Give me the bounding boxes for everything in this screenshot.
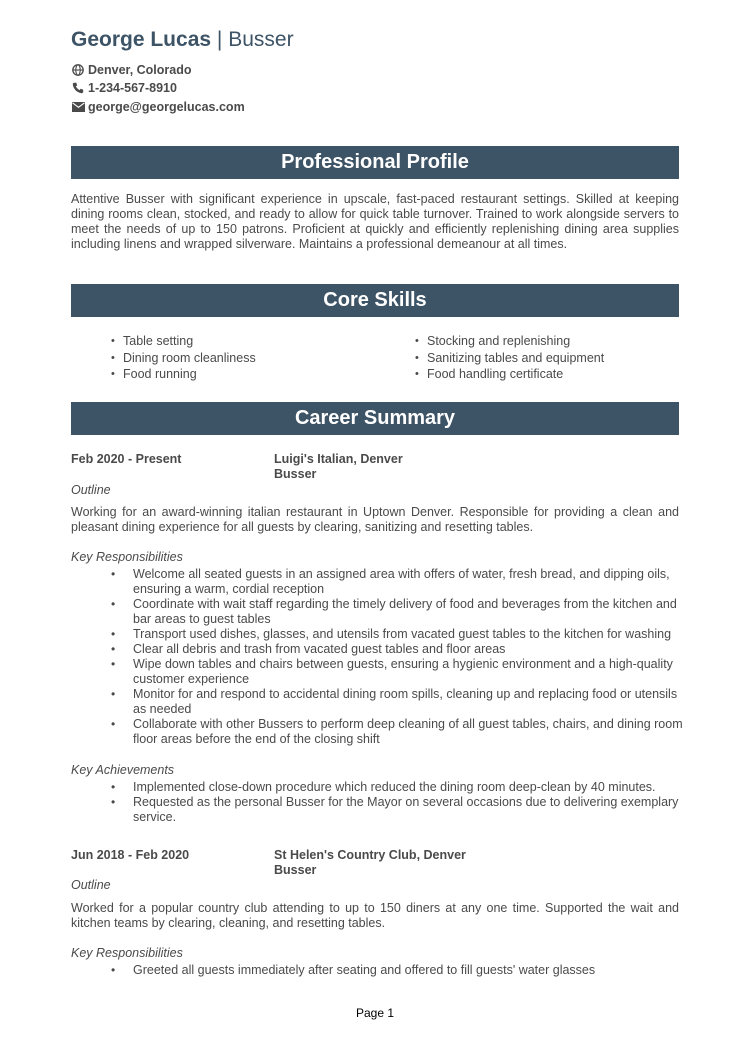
achievements-list [111,780,691,825]
list-item: • Wipe down tables and chairs between guests, ensuring a hygienic environment and a high-quality customer experience [111,657,691,687]
job-date: Jun 2018 - Feb 2020 [71,848,190,862]
list-item: • Transport used dishes, glasses, and utensils from vacated guest tables to the kitchen for washing [111,627,691,642]
contact-location: Denver, Colorado [71,63,192,77]
list-item: • Dining room cleanliness [111,350,256,367]
job-employer [274,848,466,878]
profile-text: Attentive Busser with significant experience in upscale, fast-paced restaurant settings. Skilled at keeping dining rooms clean, stocked, and ready to allow for quick table turnover. Trained to work alongside servers to meet the needs of up to 150 patrons. Proficient at quickly and efficiently replenishing dining area supplies including linens and wrapped silverware. Maintains a professional demeanour at all times. [71,192,679,251]
responsibilities-list [111,963,691,978]
contact-phone: 1-234-567-8910 [71,81,177,95]
achievements-label: Key Achievements [71,763,175,777]
list-item: • Clear all debris and trash from vacated guest tables and floor areas [111,642,691,657]
list-item: • Sanitizing tables and equipment [415,350,604,367]
page-title [71,28,294,52]
section-header-profile: Professional Profile [71,146,679,179]
page-number: Page 1 [355,1006,395,1020]
job-outline: Worked for a popular country club attending to up to 150 diners at any one time. Supported the wait and kitchen teams by clearing, cleaning, and resetting tables. [71,901,679,930]
envelope-icon [71,100,85,114]
outline-label: Outline [71,483,111,497]
list-item: • Food running [111,366,256,383]
title-separator: | [216,28,223,51]
list-item: • Coordinate with wait staff regarding the timely delivery of food and beverages from the kitchen and bar areas to guest tables [111,597,691,627]
list-item: • Collaborate with other Bussers to perform deep cleaning of all guest tables, chairs, and dining room floor areas before the end of the closing shift [111,717,691,747]
outline-label: Outline [71,878,111,892]
section-header-skills: Core Skills [71,284,679,317]
employer-name: Luigi's Italian, Denver [274,452,403,466]
phone-icon [71,81,85,95]
list-item: • Stocking and replenishing [415,333,604,350]
list-item: • Requested as the personal Busser for the Mayor on several occasions due to delivering exemplary service. [111,795,691,825]
skills-list-right [415,333,604,383]
list-item: • Welcome all seated guests in an assigned area with offers of water, fresh bread, and dipping oils, ensuring a warm, cordial reception [111,567,691,597]
list-item: • Table setting [111,333,256,350]
skills-list-left [111,333,256,383]
section-header-career: Career Summary [71,402,679,435]
list-item: • Implemented close-down procedure which reduced the dining room deep-clean by 40 minutes. [111,780,691,795]
job-outline: Working for an award-winning italian restaurant in Uptown Denver. Responsible for providing a clean and pleasant dining experience for all guests by clearing, sanitizing and resetting tables. [71,505,679,534]
list-item: • Monitor for and respond to accidental dining room spills, cleaning up and replacing food or utensils as needed [111,687,691,717]
employer-name: St Helen's Country Club, Denver [274,848,466,862]
responsibilities-list [111,567,691,747]
candidate-name: George Lucas [71,28,212,51]
list-item: • Greeted all guests immediately after seating and offered to fill guests' water glasses [111,963,691,978]
globe-icon [71,63,85,77]
contact-email: george@georgelucas.com [71,100,245,114]
candidate-role: Busser [228,28,294,51]
list-item: • Food handling certificate [415,366,604,383]
responsibilities-label: Key Responsibilities [71,946,183,960]
responsibilities-label: Key Responsibilities [71,550,183,564]
job-employer [274,452,403,482]
job-title: Busser [274,467,317,481]
job-title: Busser [274,863,317,877]
job-date: Feb 2020 - Present [71,452,182,466]
